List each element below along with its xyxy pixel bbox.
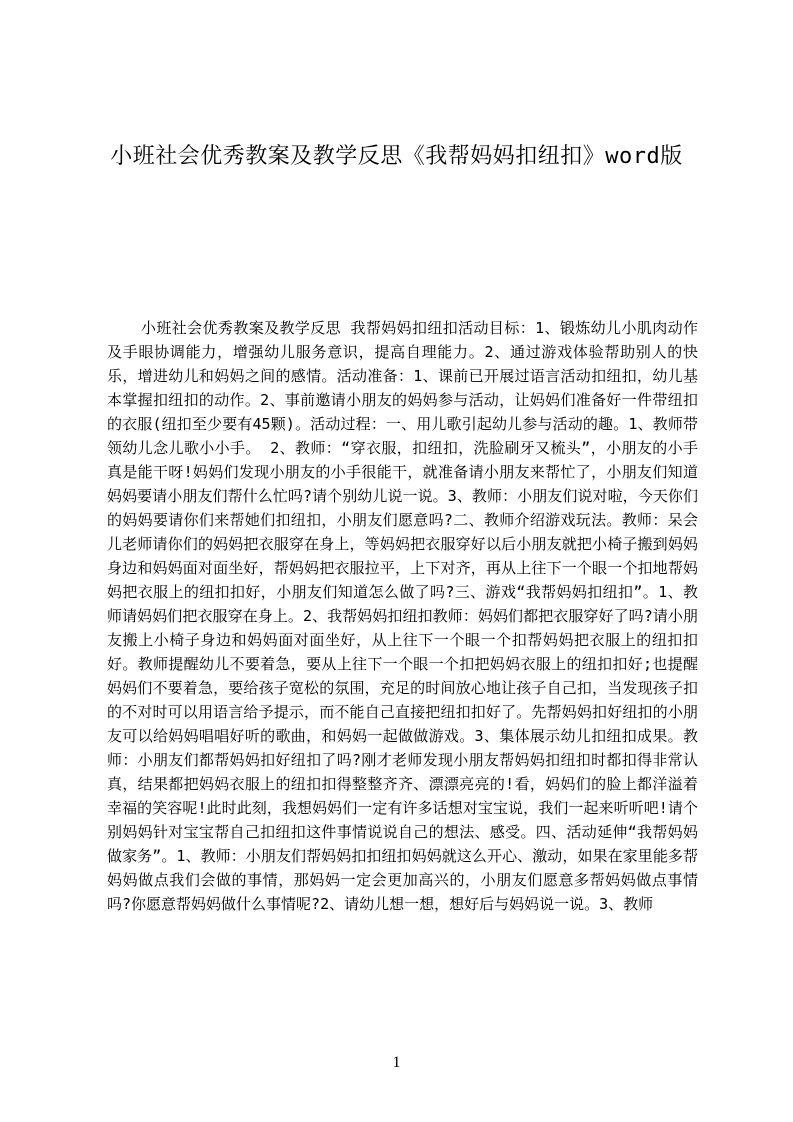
page-number: 1 [392,1054,401,1071]
document-title: 小班社会优秀教案及教学反思《我帮妈妈扣纽扣》word版 [110,144,683,169]
document-body-paragraph: 小班社会优秀教案及教学反思 我帮妈妈扣纽扣活动目标：1、锻炼幼儿小肌肉动作及手眼协调能力，增强幼儿服务意识，提高自理能力。2、通过游戏体验帮助别人的快乐，增进幼儿和妈妈之间的感情。活动准备：1、课前已开展过语言活动扣纽扣，幼儿基本掌握扣纽扣的动作。2、事前邀请小朋友的妈妈参与活动，让妈妈们准备好一件带纽扣的衣服(纽扣至少要有45颗)。活动过程：一、用儿歌引起幼儿参与活动的趣。1、教师带领幼儿念儿歌小小手。 2、教师：“穿衣服，扣纽扣，洗脸刷牙又梳头”，小朋友的小手真是能干呀!妈妈们发现小朋友的小手很能干，就准备请小朋友来帮忙了，小朋友们知道妈妈要请小朋友们帮什么忙吗?请个别幼儿说一说。3、教师：小朋友们说对啦，今天你们的妈妈要请你们来帮她们扣纽扣，小朋友们愿意吗?二、教师介绍游戏玩法。教师：呆会儿老师请你们的妈妈把衣服穿在身上，等妈妈把衣服穿好以后小朋友就把小椅子搬到妈妈身边和妈妈面对面坐好，帮妈妈把衣服拉平，上下对齐，再从上往下一个眼一个扣地帮妈妈把衣服上的纽扣扣好，小朋友们知道怎么做了吗?三、游戏“我帮妈妈扣纽扣”。1、教师请妈妈们把衣服穿在身上。2、我帮妈妈扣纽扣教师：妈妈们都把衣服穿好了吗?请小朋友搬上小椅子身边和妈妈面对面坐好，从上往下一个眼一个扣帮妈妈把衣服上的纽扣扣好。教师提醒幼儿不要着急，要从上往下一个眼一个扣把妈妈衣服上的纽扣扣好;也提醒妈妈们不要着急，要给孩子宽松的氛围，充足的时间放心地让孩子自己扣，当发现孩子扣的不对时可以用语言给予提示，而不能自己直接把纽扣扣好了。先帮妈妈扣好纽扣的小朋友可以给妈妈唱唱好听的歌曲，和妈妈一起做做游戏。3、集体展示幼儿扣纽扣成果。教师：小朋友们都帮妈妈扣好纽扣了吗?刚才老师发现小朋友帮妈妈扣纽扣时都扣得非常认真，结果都把妈妈衣服上的纽扣扣得整整齐齐、漂漂亮亮的!看，妈妈们的脸上都洋溢着幸福的笑容呢!此时此刻，我想妈妈们一定有许多话想对宝宝说，我们一起来听听吧!请个别妈妈针对宝宝帮自己扣纽扣这件事情说说自己的想法、感受。四、活动延伸“我帮妈妈做家务”。1、教师：小朋友们帮妈妈扣扣纽扣妈妈就这么开心、激动，如果在家里能多帮妈妈做点我们会做的事情，那妈妈一定会更加高兴的，小朋友们愿意多帮妈妈做点事情吗?你愿意帮妈妈做什么事情呢?2、请幼儿想一想，想好后与妈妈说一说。3、教师 [107,319,698,913]
